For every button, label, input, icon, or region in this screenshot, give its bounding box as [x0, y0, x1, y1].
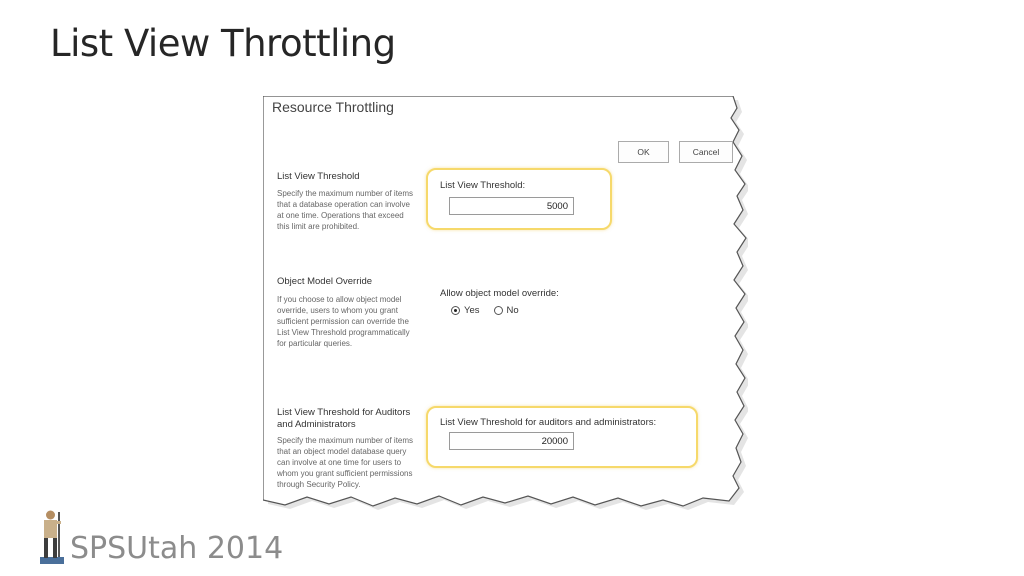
slide-title: List View Throttling: [50, 22, 396, 65]
logo-text: SPSUtah 2014: [70, 531, 284, 566]
yes-radio-label: Yes: [464, 305, 480, 316]
spsutah-logo: [38, 508, 283, 564]
lvt-input[interactable]: 5000: [449, 197, 574, 215]
ok-button[interactable]: OK: [618, 141, 669, 163]
omo-section-title: Object Model Override: [277, 276, 373, 287]
omo-radio-group: [451, 305, 519, 316]
omo-section-desc: If you choose to allow object model override, users to whom you grant sufficient permission can override the List View Threshold programmatically for particular queries.: [277, 295, 410, 348]
no-radio[interactable]: [494, 306, 503, 315]
lvta-field-label: List View Threshold for auditors and administrators:: [440, 417, 657, 428]
dialog-heading: Resource Throttling: [272, 99, 394, 115]
yes-radio[interactable]: [451, 306, 460, 315]
cancel-button[interactable]: Cancel: [679, 141, 733, 163]
lvt-field-label: List View Threshold:: [440, 180, 526, 191]
lvta-section-title: List View Threshold for Auditors and Administrators: [277, 407, 411, 430]
lvta-input[interactable]: 20000: [449, 432, 574, 450]
lvta-section-desc: Specify the maximum number of items that an object model database query can involve at one time for users to whom you grant sufficient permissions through Security Policy.: [277, 436, 414, 489]
person-statue-icon: [38, 508, 66, 564]
no-radio-label: No: [506, 305, 519, 316]
dialog-content: [263, 96, 733, 506]
screenshot-panel: [263, 96, 748, 514]
omo-field-label: Allow object model override:: [440, 288, 559, 299]
lvt-section-title: List View Threshold: [277, 171, 360, 182]
lvt-section-desc: Specify the maximum number of items that a database operation can involve at one time. Operations that exceed this limit are prohibited.: [277, 189, 414, 231]
